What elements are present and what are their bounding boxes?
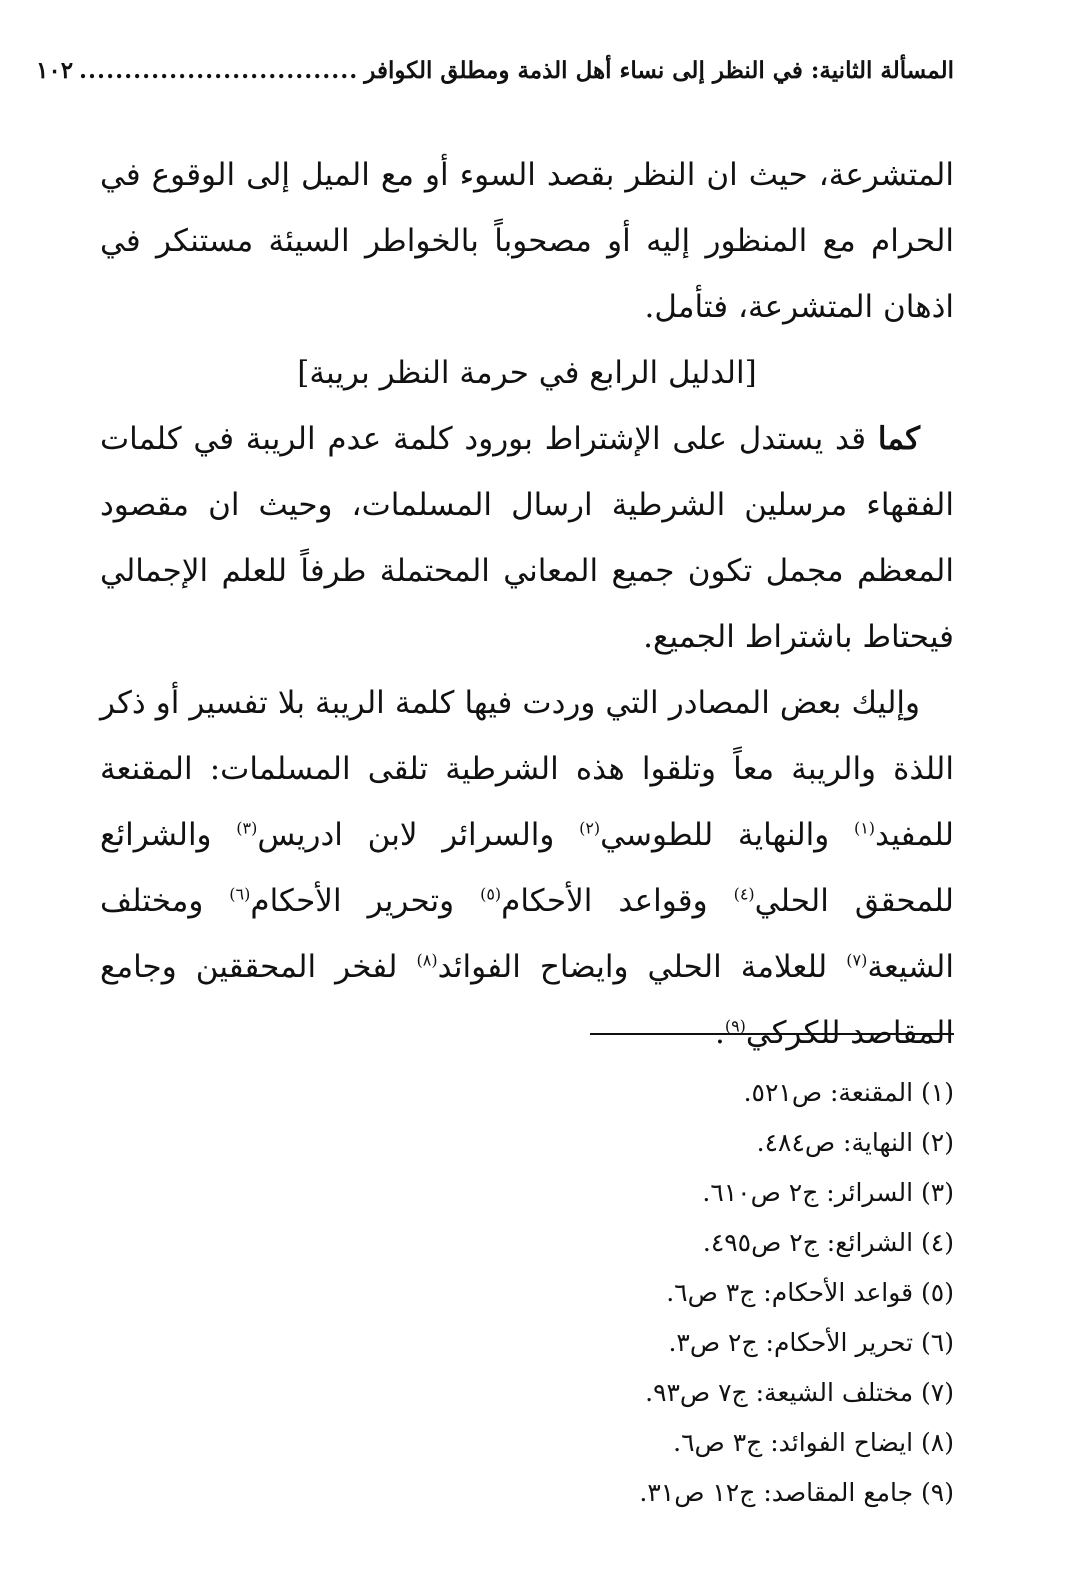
footnote-ref[interactable]: (٦) bbox=[229, 884, 251, 904]
footnote-ref[interactable]: (٣) bbox=[236, 818, 258, 838]
paragraph-3-text: والسرائر لابن ادريس bbox=[257, 817, 580, 853]
footnote-ref[interactable]: (٤) bbox=[733, 884, 755, 904]
footnote-item: (٦) تحرير الأحكام: ج٢ ص٣. bbox=[668, 1328, 954, 1357]
paragraph-3 bbox=[100, 670, 954, 1066]
paragraph-3-text: وإليك بعض المصادر التي وردت فيها كلمة الريبة بلا تفسير أو ذكر اللذة والريبة معاً وتلقوا هذه الشرطية تلقى المسلمات: المقنعة للمفيد bbox=[100, 685, 954, 853]
header-leader-dots: ............................... bbox=[79, 56, 359, 84]
paragraph-3-text: والنهاية للطوسي bbox=[600, 817, 854, 853]
paragraph-3-text: والشرائع للمحقق الحلي bbox=[100, 817, 955, 919]
header-title: المسألة الثانية: في النظر إلى نساء أهل الذمة ومطلق الكوافر bbox=[364, 56, 954, 84]
paragraph-3-text: وتحرير الأحكام bbox=[250, 883, 481, 919]
footnote-item: (١) المقنعة: ص٥٢١. bbox=[743, 1078, 954, 1107]
page-number: ١٠٢ bbox=[35, 56, 74, 84]
footnote-item: (٢) النهاية: ص٤٨٤. bbox=[756, 1128, 954, 1157]
footnote-item: (٤) الشرائع: ج٢ ص٤٩٥. bbox=[702, 1228, 954, 1257]
paragraph-2-text: قد يستدل على الإشتراط بورود كلمة عدم الريبة في كلمات الفقهاء مرسلين الشرطية ارسال المسلمات، وحيث ان مقصود المعظم مجمل تكون جميع المعاني المحتملة طرفاً للعلم الإجمالي فيحتاط باشتراط الجميع. bbox=[100, 421, 954, 655]
paragraph-1: المتشرعة، حيث ان النظر بقصد السوء أو مع الميل إلى الوقوع في الحرام مع المنظور إليه أو مصحوباً بالخواطر السيئة مستنكر في اذهان المتشرعة، فتأمل. bbox=[100, 157, 954, 325]
footnote-item: (٨) ايضاح الفوائد: ج٣ ص٦. bbox=[673, 1428, 954, 1457]
paragraph-3-text: . bbox=[714, 1015, 725, 1051]
footnote-ref[interactable]: (٢) bbox=[579, 818, 601, 838]
footnote-item: (٩) جامع المقاصد: ج١٢ ص٣١. bbox=[639, 1478, 954, 1507]
paragraph-3-text: ومختلف الشيعة bbox=[100, 883, 954, 985]
footnote-item: (٥) قواعد الأحكام: ج٣ ص٦. bbox=[666, 1278, 954, 1307]
footnote-ref[interactable]: (٧) bbox=[846, 950, 868, 970]
running-header bbox=[35, 50, 954, 90]
paragraph-2 bbox=[100, 406, 954, 670]
main-text bbox=[100, 142, 954, 1066]
paragraph-3-text: لفخر المحققين وجامع المقاصد للكركي bbox=[100, 949, 954, 1051]
paragraph-3-text: للعلامة الحلي وايضاح الفوائد bbox=[437, 949, 847, 985]
footnote-ref[interactable]: (١) bbox=[853, 818, 876, 838]
paragraph-3-text: وقواعد الأحكام bbox=[501, 883, 734, 919]
footnote-ref[interactable]: (٩) bbox=[724, 1016, 746, 1036]
footnotes-list bbox=[100, 1068, 954, 1518]
section-heading: [الدليل الرابع في حرمة النظر بريبة] bbox=[297, 355, 757, 391]
footnote-item: (٧) مختلف الشيعة: ج٧ ص٩٣. bbox=[645, 1378, 954, 1407]
footnote-ref[interactable]: (٥) bbox=[480, 884, 502, 904]
footnote-item: (٣) السرائر: ج٢ ص٦١٠. bbox=[702, 1178, 954, 1207]
footnote-separator bbox=[590, 1033, 954, 1035]
footnote-ref[interactable]: (٨) bbox=[416, 950, 438, 970]
paragraph-2-lead-word: كما bbox=[877, 421, 920, 457]
